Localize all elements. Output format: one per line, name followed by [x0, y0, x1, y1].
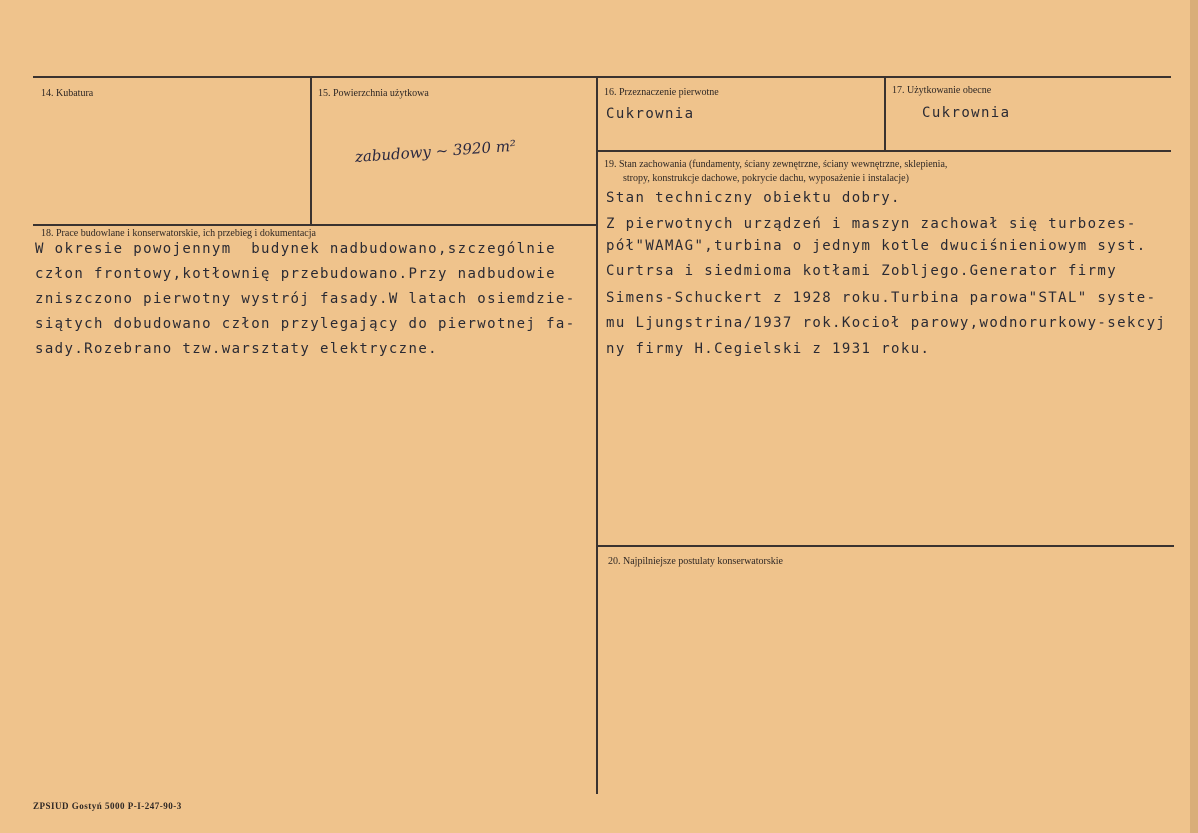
- field-18-line: W okresie powojennym budynek nadbudowano,szczególnie: [35, 241, 556, 257]
- field-15-handwritten-value: zabudowy ~ 3920 m²: [354, 136, 517, 166]
- field-19-line: pół"WAMAG",turbina o jednym kotle dwuciśnieniowym syst.: [606, 238, 1147, 254]
- field-17-label: 17. Użytkowanie obecne: [892, 85, 992, 96]
- rule-under-14-15: [33, 224, 596, 226]
- field-18-line: siątych dobudowano człon przylegający do pierwotnej fa-: [35, 316, 576, 332]
- field-19-line: Simens-Schuckert z 1928 roku.Turbina parowa"STAL" syste-: [606, 290, 1157, 306]
- field-19-label-line1: 19. Stan zachowania (fundamenty, ściany zewnętrzne, ściany wewnętrzne, sklepienia,: [604, 159, 948, 170]
- rule-under-16-17: [598, 150, 1171, 152]
- field-19-line: Stan techniczny obiektu dobry.: [606, 190, 901, 206]
- field-19-line: ny firmy H.Cegielski z 1931 roku.: [606, 341, 931, 357]
- field-15-label: 15. Powierzchnia użytkowa: [318, 88, 429, 99]
- field-19-line: Curtrsa i siedmioma kotłami Zobljego.Generator firmy: [606, 263, 1118, 279]
- divider-14-15: [310, 78, 312, 224]
- rule-above-20: [598, 545, 1174, 547]
- print-footer: ZPSIUD Gostyń 5000 P-I-247-90-3: [33, 801, 182, 811]
- field-18-line: człon frontowy,kotłownię przebudowano.Przy nadbudowie: [35, 266, 556, 282]
- field-19-line: mu Ljungstrina/1937 rok.Kocioł parowy,wodnorurkowy-sekcyj: [606, 315, 1167, 331]
- field-18-label: 18. Prace budowlane i konserwatorskie, ich przebieg i dokumentacja: [41, 228, 316, 239]
- divider-16-17: [884, 78, 886, 150]
- field-20-label: 20. Najpilniejsze postulaty konserwatorskie: [608, 556, 783, 567]
- field-19-label-line2: stropy, konstrukcje dachowe, pokrycie dachu, wyposażenie i instalacje): [623, 173, 909, 184]
- field-18-line: zniszczono pierwotny wystrój fasady.W latach osiemdzie-: [35, 291, 576, 307]
- top-rule: [33, 76, 1171, 78]
- field-14-label: 14. Kubatura: [41, 88, 94, 99]
- field-19-line: Z pierwotnych urządzeń i maszyn zachował się turbozes-: [606, 216, 1137, 232]
- divider-15-16: [596, 78, 598, 794]
- field-16-label: 16. Przeznaczenie pierwotne: [604, 87, 719, 98]
- field-18-line: sady.Rozebrano tzw.warsztaty elektryczne.: [35, 341, 438, 357]
- card-edge: [1190, 0, 1198, 833]
- field-16-value: Cukrownia: [606, 106, 695, 122]
- field-17-value: Cukrownia: [922, 105, 1011, 121]
